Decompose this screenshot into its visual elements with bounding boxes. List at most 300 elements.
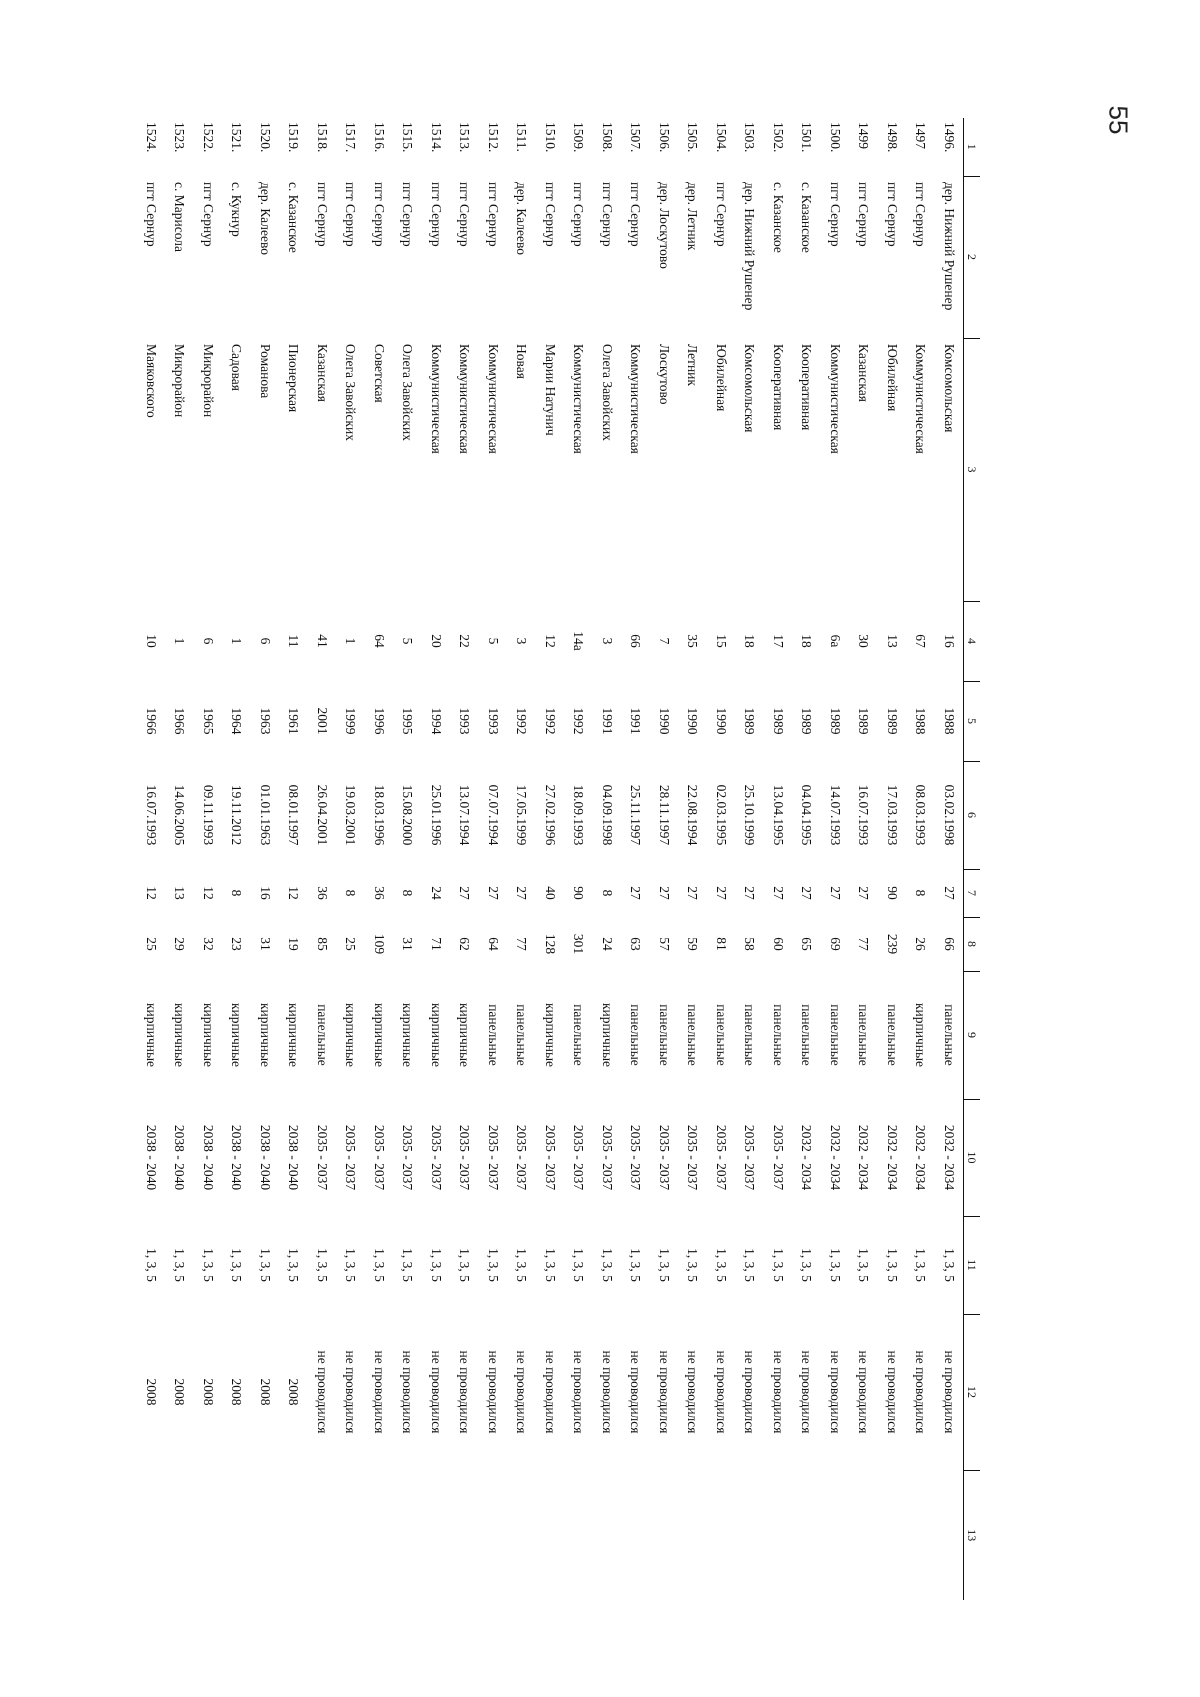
table-cell: не проводился (856, 1350, 872, 1434)
table-cell: 1, 3, 5 (257, 1248, 273, 1282)
table-cell (593, 1470, 622, 1600)
table-cell: 1, 3, 5 (656, 1248, 672, 1282)
table-cell: 12 (200, 886, 216, 900)
table-cell: 19 (286, 937, 302, 951)
table-cell: 27 (457, 886, 473, 900)
table-body (137, 118, 964, 1600)
table-cell (536, 1470, 565, 1600)
table-cell (365, 1470, 394, 1600)
table-cell: Садовая (229, 344, 245, 392)
table-cell: пгт Сернур (143, 182, 159, 247)
table-cell: кирпичные (172, 1002, 188, 1068)
table-cell: 27.02.1996 (542, 784, 558, 846)
table-cell: Казанская (856, 344, 872, 402)
table-cell: с. Казанское (286, 182, 302, 253)
table-cell: 239 (884, 933, 900, 955)
table-cell: панельные (514, 1004, 530, 1066)
table-cell: 1989 (856, 707, 872, 735)
table-row (393, 118, 422, 1600)
table-cell: 1, 3, 5 (400, 1248, 416, 1282)
table-cell: 28.11.1997 (656, 784, 672, 846)
table-cell: кирпичные (400, 1002, 416, 1068)
table-cell: кирпичные (229, 1002, 245, 1068)
table-cell: 35 (685, 634, 701, 648)
table-cell: 23 (229, 937, 245, 951)
table-cell: дер. Нижний Рушенер (941, 182, 957, 311)
table-cell: 1, 3, 5 (172, 1248, 188, 1282)
table-cell: 04.04.1995 (799, 784, 815, 846)
table-cell: кирпичные (542, 1002, 558, 1068)
table-cell: 1, 3, 5 (314, 1248, 330, 1282)
table-cell: 90 (571, 886, 587, 900)
column-header: 1 (964, 118, 981, 176)
table-cell: Комсомольская (742, 344, 758, 433)
table-cell: 1508. (599, 122, 615, 153)
table-cell: 1, 3, 5 (599, 1248, 615, 1282)
table-cell: 1504. (713, 122, 729, 153)
table-cell: 301 (571, 933, 587, 955)
table-cell: 1498. (884, 122, 900, 153)
table-cell: панельные (884, 1004, 900, 1066)
table-cell: 1992 (571, 707, 587, 735)
table-cell: 08.03.1993 (913, 784, 929, 846)
table-cell: 13 (172, 886, 188, 900)
table-cell: 1522. (200, 122, 216, 153)
table-cell: 1499 (856, 122, 872, 149)
table-cell: пгт Сернур (343, 182, 359, 247)
table-cell: 14а (571, 631, 587, 651)
table-cell: 1993 (485, 707, 501, 735)
column-header: 9 (964, 971, 981, 1099)
table-cell: Пионерская (286, 344, 302, 413)
table-cell: 1, 3, 5 (941, 1248, 957, 1282)
table-cell: 1989 (770, 707, 786, 735)
table-cell: 27 (799, 886, 815, 900)
table-cell: 1, 3, 5 (799, 1248, 815, 1282)
table-header-row (964, 118, 981, 1600)
table-cell: 10 (143, 634, 159, 648)
table-cell: 2032 - 2034 (827, 1124, 843, 1191)
table-cell: не проводился (913, 1350, 929, 1434)
table-cell: пгт Сернур (856, 182, 872, 247)
table-cell: 3 (599, 637, 615, 645)
table-cell (878, 1470, 907, 1600)
table-cell: пгт Сернур (713, 182, 729, 247)
table-cell: 40 (542, 886, 558, 900)
table-cell: 1, 3, 5 (143, 1248, 159, 1282)
table-cell: кирпичные (428, 1002, 444, 1068)
table-cell: не проводился (685, 1350, 701, 1434)
table-row (764, 118, 793, 1600)
table-cell: 12 (286, 886, 302, 900)
column-header: 11 (964, 1216, 981, 1314)
table-cell: не проводился (628, 1350, 644, 1434)
table-cell: 81 (713, 937, 729, 951)
table-cell: панельные (628, 1004, 644, 1066)
table-cell: с. Казанское (799, 182, 815, 253)
table-cell: 62 (457, 937, 473, 951)
table-cell: 24 (599, 937, 615, 951)
table-cell: кирпичные (457, 1002, 473, 1068)
table-cell: 29 (172, 937, 188, 951)
table-cell: 1995 (400, 707, 416, 735)
table-cell: 2038 - 2040 (200, 1124, 216, 1191)
table-cell: 2008 (286, 1378, 302, 1406)
table-cell: Советская (371, 344, 387, 403)
table-cell: Коммунистическая (913, 344, 929, 454)
table-cell: 1, 3, 5 (229, 1248, 245, 1282)
table-cell: не проводился (884, 1350, 900, 1434)
table-cell: 15.08.2000 (400, 784, 416, 846)
table-cell: Лоскутово (656, 344, 672, 405)
table-cell: 1991 (628, 707, 644, 735)
table-cell (792, 1470, 821, 1600)
table-cell: 1506. (656, 122, 672, 153)
table-cell: 1999 (343, 707, 359, 735)
table-cell: 1961 (286, 707, 302, 735)
table-cell: 7 (656, 637, 672, 645)
table-cell: кирпичные (913, 1002, 929, 1068)
table-row (906, 118, 935, 1600)
table-cell: 2001 (314, 707, 330, 735)
table-cell: пгт Сернур (485, 182, 501, 247)
table-cell: панельные (656, 1004, 672, 1066)
table-cell: 58 (742, 937, 758, 951)
housing-table (137, 118, 981, 1600)
table-cell: 1966 (172, 707, 188, 735)
table-cell: 1989 (799, 707, 815, 735)
table-cell: не проводился (742, 1350, 758, 1434)
table-cell: не проводился (400, 1350, 416, 1434)
table-cell: не проводился (514, 1350, 530, 1434)
table-row (137, 118, 166, 1600)
table-cell: 2008 (200, 1378, 216, 1406)
table-cell: Коммунистическая (571, 344, 587, 454)
table-cell: 27 (485, 886, 501, 900)
table-cell: 27 (742, 886, 758, 900)
table-cell: с. Кукнур (229, 182, 245, 237)
table-cell: 36 (371, 886, 387, 900)
table-cell: с. Казанское (770, 182, 786, 253)
table-cell: 13 (884, 634, 900, 648)
table-row (308, 118, 337, 1600)
table-cell: 25.01.1996 (428, 784, 444, 846)
table-cell: 1994 (428, 707, 444, 735)
table-cell: 25 (343, 937, 359, 951)
table-cell: пгт Сернур (599, 182, 615, 247)
table-cell: 5 (400, 637, 416, 645)
table-row (564, 118, 593, 1600)
column-header: 13 (964, 1470, 981, 1600)
table-cell: пгт Сернур (371, 182, 387, 247)
table-cell: 2035 - 2037 (371, 1124, 387, 1191)
table-cell: Микрорайон (172, 344, 188, 418)
table-cell: 1992 (514, 707, 530, 735)
table-cell: 1524. (143, 122, 159, 153)
column-header: 5 (964, 681, 981, 761)
table-cell (678, 1470, 707, 1600)
table-cell (137, 1470, 166, 1600)
table-cell: 2038 - 2040 (229, 1124, 245, 1191)
table-cell: кирпичные (371, 1002, 387, 1068)
table-cell: 109 (371, 933, 387, 955)
table-cell: 16 (257, 886, 273, 900)
table-cell: 1505. (685, 122, 701, 153)
table-cell: 1992 (542, 707, 558, 735)
column-header: 12 (964, 1314, 981, 1470)
table-cell: 16.07.1993 (856, 784, 872, 846)
table-cell: не проводился (485, 1350, 501, 1434)
table-cell: пгт Сернур (542, 182, 558, 247)
table-row (536, 118, 565, 1600)
table-cell: 13.04.1995 (770, 784, 786, 846)
table-cell: 2032 - 2034 (941, 1124, 957, 1191)
table-cell: Комсомольская (941, 344, 957, 433)
table-cell: Коммунистическая (457, 344, 473, 454)
table-cell: 2008 (143, 1378, 159, 1406)
table-cell: 2035 - 2037 (770, 1124, 786, 1191)
table-cell: 31 (257, 937, 273, 951)
table-cell: 2035 - 2037 (514, 1124, 530, 1191)
table-cell: 8 (229, 889, 245, 897)
table-cell (251, 1470, 280, 1600)
table-cell: 04.09.1998 (599, 784, 615, 846)
table-cell: 18 (742, 634, 758, 648)
table-cell: 90 (884, 886, 900, 900)
table-cell: кирпичные (599, 1002, 615, 1068)
table-cell: 22 (457, 634, 473, 648)
table-cell: 19.11.2012 (229, 784, 245, 846)
table-cell: Летник (685, 344, 701, 386)
table-cell (906, 1470, 935, 1600)
table-cell: 27 (628, 886, 644, 900)
table-cell: 64 (485, 937, 501, 951)
table-cell: 2035 - 2037 (343, 1124, 359, 1191)
table-cell: Кооперативная (799, 344, 815, 431)
table-cell: 1512. (485, 122, 501, 153)
table-cell: 1 (229, 637, 245, 645)
table-cell: 64 (371, 634, 387, 648)
table-cell: 2038 - 2040 (143, 1124, 159, 1191)
table-cell: 1502. (770, 122, 786, 153)
column-header: 10 (964, 1099, 981, 1216)
table-cell: не проводился (542, 1350, 558, 1434)
table-cell: 8 (913, 889, 929, 897)
table-row (365, 118, 394, 1600)
table-row (593, 118, 622, 1600)
table-cell: 36 (314, 886, 330, 900)
table-cell (650, 1470, 679, 1600)
table-cell (393, 1470, 422, 1600)
table-cell: 6 (257, 637, 273, 645)
table-cell: 1991 (599, 707, 615, 735)
table-cell: 1989 (742, 707, 758, 735)
table-cell: панельные (571, 1004, 587, 1066)
table-cell: кирпичные (286, 1002, 302, 1068)
table-row (507, 118, 536, 1600)
table-cell: кирпичные (343, 1002, 359, 1068)
table-cell: 30 (856, 634, 872, 648)
table-cell: не проводился (656, 1350, 672, 1434)
table-cell: 2035 - 2037 (457, 1124, 473, 1191)
table-cell: 2035 - 2037 (542, 1124, 558, 1191)
table-cell: 2038 - 2040 (172, 1124, 188, 1191)
table-cell: пгт Сернур (457, 182, 473, 247)
table-cell (735, 1470, 764, 1600)
table-cell: 1965 (200, 707, 216, 735)
table-row (279, 118, 308, 1600)
table-cell: 16.07.1993 (143, 784, 159, 846)
table-cell: 1990 (656, 707, 672, 735)
table-cell: 1509. (571, 122, 587, 153)
table-cell: 19.03.2001 (343, 784, 359, 846)
table-cell: 2035 - 2037 (713, 1124, 729, 1191)
table-cell: 1, 3, 5 (742, 1248, 758, 1282)
table-cell: 1, 3, 5 (428, 1248, 444, 1282)
table-cell: 2035 - 2037 (314, 1124, 330, 1191)
rotated-table-container (143, 118, 980, 1600)
table-cell: 1, 3, 5 (457, 1248, 473, 1282)
table-cell: 60 (770, 937, 786, 951)
table-cell: не проводился (314, 1350, 330, 1434)
table-cell: 2035 - 2037 (485, 1124, 501, 1191)
table-cell (422, 1470, 451, 1600)
table-cell: 85 (314, 937, 330, 951)
table-cell: Олега Завойских (343, 344, 359, 441)
table-cell: 32 (200, 937, 216, 951)
table-cell: не проводился (571, 1350, 587, 1434)
table-cell: 17.05.1999 (514, 784, 530, 846)
table-cell: 57 (656, 937, 672, 951)
table-cell (935, 1470, 964, 1600)
table-cell: 2038 - 2040 (257, 1124, 273, 1191)
table-cell: 1, 3, 5 (884, 1248, 900, 1282)
table-cell: 16 (941, 634, 957, 648)
table-cell: 27 (514, 886, 530, 900)
column-header: 4 (964, 601, 981, 681)
table-cell: пгт Сернур (428, 182, 444, 247)
table-cell: 27 (713, 886, 729, 900)
column-header: 8 (964, 917, 981, 971)
table-cell: 26.04.2001 (314, 784, 330, 846)
table-cell: 1, 3, 5 (371, 1248, 387, 1282)
table-cell (564, 1470, 593, 1600)
table-cell: 2032 - 2034 (799, 1124, 815, 1191)
table-cell: 2035 - 2037 (428, 1124, 444, 1191)
table-cell: 1521. (229, 122, 245, 153)
table-cell: 1513. (457, 122, 473, 153)
table-cell: 69 (827, 937, 843, 951)
table-cell: 1966 (143, 707, 159, 735)
table-cell: 6а (827, 634, 843, 648)
table-cell: 02.03.1995 (713, 784, 729, 846)
table-cell: 15 (713, 634, 729, 648)
table-cell: панельные (941, 1004, 957, 1066)
table-cell: 2035 - 2037 (571, 1124, 587, 1191)
table-cell: панельные (856, 1004, 872, 1066)
table-cell (849, 1470, 878, 1600)
table-cell: 1, 3, 5 (856, 1248, 872, 1282)
table-cell: 27 (770, 886, 786, 900)
table-cell: дер. Нижний Рушенер (742, 182, 758, 311)
table-cell: 1, 3, 5 (542, 1248, 558, 1282)
table-cell: 1, 3, 5 (913, 1248, 929, 1282)
table-cell: Казанская (314, 344, 330, 402)
table-cell (165, 1470, 194, 1600)
table-cell: 3 (514, 637, 530, 645)
table-cell: 2038 - 2040 (286, 1124, 302, 1191)
table-cell: не проводился (713, 1350, 729, 1434)
table-cell: 1523. (172, 122, 188, 153)
table-cell: 18 (799, 634, 815, 648)
table-cell: 77 (514, 937, 530, 951)
table-cell: Коммунистическая (428, 344, 444, 454)
table-cell: 2032 - 2034 (884, 1124, 900, 1191)
table-cell: 18.03.1996 (371, 784, 387, 846)
table-cell: пгт Сернур (200, 182, 216, 247)
table-cell: 27 (685, 886, 701, 900)
table-row (621, 118, 650, 1600)
table-cell: 14.07.1993 (827, 784, 843, 846)
table-cell: пгт Сернур (884, 182, 900, 247)
table-cell: 2008 (229, 1378, 245, 1406)
table-cell: 24 (428, 886, 444, 900)
table-cell: 11 (286, 634, 302, 648)
table-cell: 1, 3, 5 (770, 1248, 786, 1282)
table-cell: 2032 - 2034 (913, 1124, 929, 1191)
table-cell: 1520. (257, 122, 273, 153)
table-cell: 1, 3, 5 (827, 1248, 843, 1282)
table-row (336, 118, 365, 1600)
table-cell: Юбилейная (884, 344, 900, 412)
table-cell: 8 (599, 889, 615, 897)
column-header: 3 (964, 338, 981, 601)
table-cell (222, 1470, 251, 1600)
table-cell: 1511. (514, 122, 530, 152)
table-cell: кирпичные (143, 1002, 159, 1068)
table-row (194, 118, 223, 1600)
table-cell: 1996 (371, 707, 387, 735)
table-cell: 2035 - 2037 (628, 1124, 644, 1191)
table-cell: не проводился (428, 1350, 444, 1434)
table-cell (507, 1470, 536, 1600)
table-cell: пгт Сернур (827, 182, 843, 247)
column-header: 7 (964, 869, 981, 917)
table-cell: 1, 3, 5 (343, 1248, 359, 1282)
table-cell: 66 (628, 634, 644, 648)
table-cell: Коммунистическая (628, 344, 644, 454)
table-row (222, 118, 251, 1600)
table-row (251, 118, 280, 1600)
table-cell: 66 (941, 937, 957, 951)
table-cell: 1964 (229, 707, 245, 735)
table-cell: Микрорайон (200, 344, 216, 418)
table-cell: панельные (827, 1004, 843, 1066)
table-cell: 128 (542, 933, 558, 955)
table-cell: 12 (143, 886, 159, 900)
table-row (849, 118, 878, 1600)
table-row (878, 118, 907, 1600)
table-cell: 8 (343, 889, 359, 897)
table-cell: 13.07.1994 (457, 784, 473, 846)
table-row (707, 118, 736, 1600)
table-cell: 67 (913, 634, 929, 648)
table-cell: 1503. (742, 122, 758, 153)
table-cell: Олега Завойских (400, 344, 416, 441)
table-cell: 2035 - 2037 (685, 1124, 701, 1191)
table-cell (621, 1470, 650, 1600)
table-cell: панельные (485, 1004, 501, 1066)
